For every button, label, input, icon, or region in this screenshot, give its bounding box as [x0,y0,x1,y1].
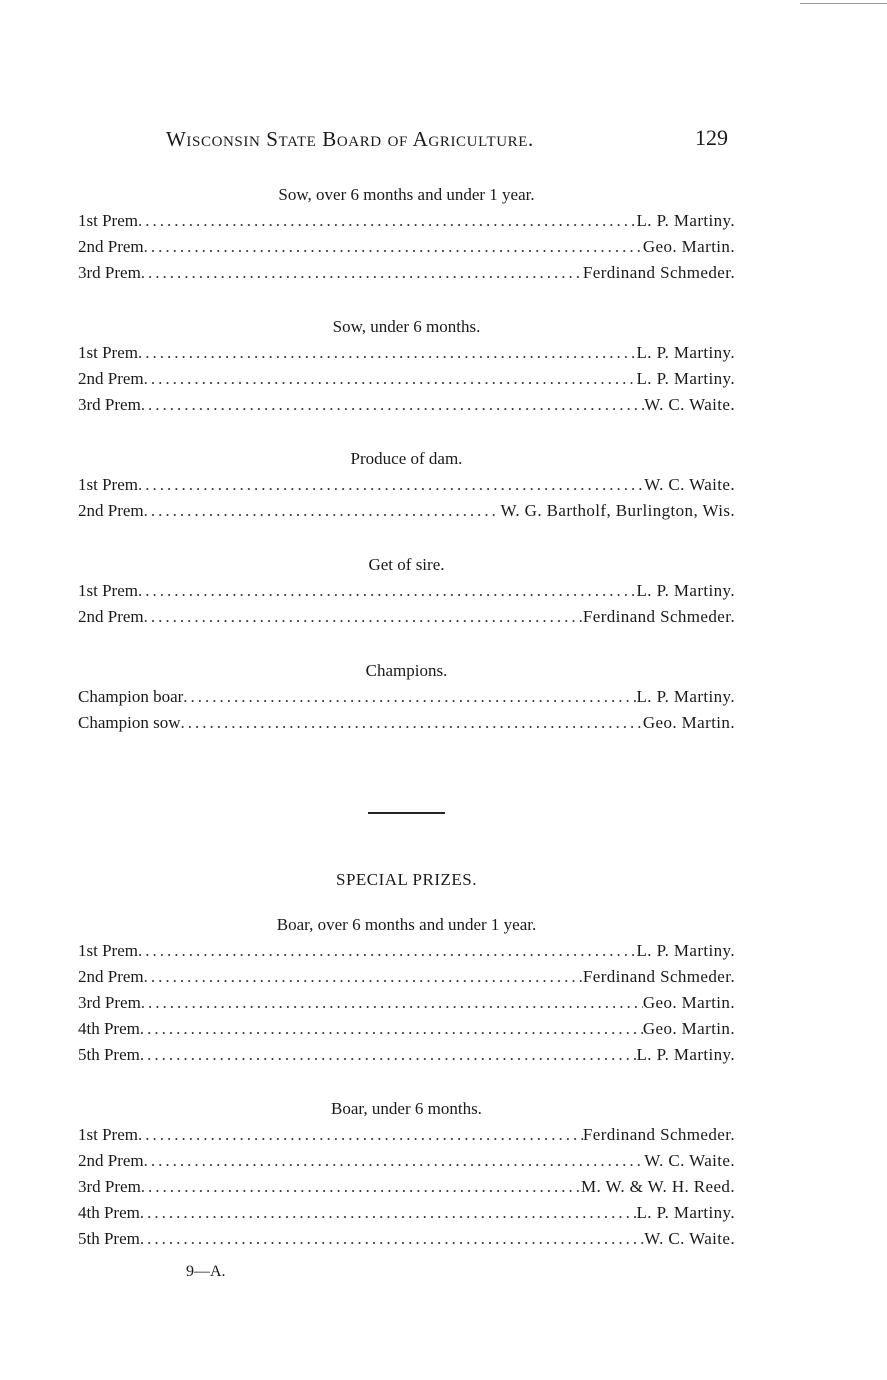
premium-row [78,1148,735,1174]
group-spacer [78,524,735,552]
dot-leader [144,964,583,990]
winner-name: L. P. Martiny. [636,581,735,600]
winner-name: Geo. Martin. [642,713,735,732]
winner-name: Geo. Martin. [642,993,735,1012]
premium-label: 1st Prem [78,343,138,362]
dot-leader [138,1122,583,1148]
premium-row [78,604,735,630]
premium-label: 1st Prem [78,581,138,600]
winner-name: Geo. Martin. [642,1019,735,1038]
premium-row [78,684,735,710]
winner-name: W. G. Bartholf, Burlington, Wis. [500,501,735,520]
premium-label: 2nd Prem [78,607,144,626]
premium-row [78,938,735,964]
dot-leader [180,710,642,736]
group-spacer [78,418,735,446]
dot-leader [183,684,636,710]
premium-label: 4th Prem [78,1019,140,1038]
premium-label: 1st Prem [78,941,138,960]
class-heading: Boar, over 6 months and under 1 year. [276,915,537,934]
premium-row [78,392,735,418]
dot-leader [140,1016,643,1042]
premium-label: 2nd Prem [78,237,144,256]
dot-leader [138,208,637,234]
premium-label: 2nd Prem [78,1151,144,1170]
dot-leader [144,366,637,392]
winner-name: M. W. & W. H. Reed. [580,1177,735,1196]
special-prizes-title: SPECIAL PRIZES. [335,870,477,889]
dot-leader [144,234,643,260]
class-heading: Champions. [365,661,448,680]
winner-name: L. P. Martiny. [636,1203,735,1222]
section-divider-rule [368,812,445,814]
premium-label: 3rd Prem [78,993,141,1012]
premium-label: 5th Prem [78,1229,140,1248]
premium-label: Champion boar [78,687,184,706]
winner-name: W. C. Waite. [644,1151,735,1170]
premium-label: Champion sow [78,713,181,732]
dot-leader [138,578,637,604]
dot-leader [141,1174,581,1200]
premium-label: 3rd Prem [78,263,141,282]
class-heading: Get of sire. [368,555,445,574]
group-spacer [78,286,735,314]
dot-leader [138,472,644,498]
winner-name: Ferdinand Schmeder. [582,967,735,986]
page-header [160,125,730,155]
winner-name: W. C. Waite. [644,1229,735,1248]
page-edge-line [800,3,887,4]
premium-row [78,710,735,736]
running-title: Wisconsin State Board of Agriculture. [166,127,534,151]
winner-name: Geo. Martin. [642,237,735,256]
premium-label: 3rd Prem [78,1177,141,1196]
premium-label: 5th Prem [78,1045,140,1064]
class-heading: Produce of dam. [350,449,463,468]
dot-leader [141,990,643,1016]
premium-row [78,208,735,234]
premium-row [78,578,735,604]
premium-list-regular [78,182,735,736]
premium-label: 2nd Prem [78,369,144,388]
premium-row [78,260,735,286]
premium-row [78,1226,735,1252]
premium-label: 1st Prem [78,475,138,494]
dot-leader [141,392,644,418]
premium-label: 1st Prem [78,1125,138,1144]
dot-leader [140,1042,637,1068]
winner-name: Ferdinand Schmeder. [582,607,735,626]
group-spacer [78,1068,735,1096]
premium-row [78,1016,735,1042]
premium-row [78,1122,735,1148]
premium-row [78,1174,735,1200]
premium-row [78,1042,735,1068]
winner-name: Ferdinand Schmeder. [582,263,735,282]
winner-name: L. P. Martiny. [636,1045,735,1064]
premium-label: 4th Prem [78,1203,140,1222]
class-heading: Sow, over 6 months and under 1 year. [278,185,535,204]
dot-leader [138,938,637,964]
premium-row [78,366,735,392]
winner-name: Ferdinand Schmeder. [582,1125,735,1144]
premium-label: 2nd Prem [78,501,144,520]
dot-leader [140,1226,644,1252]
dot-leader [144,604,583,630]
dot-leader [144,1148,645,1174]
class-heading: Boar, under 6 months. [331,1099,482,1118]
winner-name: L. P. Martiny. [636,343,735,362]
page-number: 129 [695,125,728,150]
class-heading: Sow, under 6 months. [332,317,481,336]
winner-name: L. P. Martiny. [636,687,735,706]
winner-name: L. P. Martiny. [636,369,735,388]
premium-label: 2nd Prem [78,967,144,986]
dot-leader [144,498,501,524]
signature-mark: 9—A. [186,1263,226,1280]
winner-name: L. P. Martiny. [636,211,735,230]
premium-list-special [78,912,735,1252]
premium-row [78,472,735,498]
winner-name: W. C. Waite. [644,395,735,414]
premium-row [78,990,735,1016]
group-spacer [78,630,735,658]
premium-row [78,1200,735,1226]
dot-leader [141,260,583,286]
winner-name: L. P. Martiny. [636,941,735,960]
dot-leader [140,1200,637,1226]
premium-row [78,498,735,524]
premium-row [78,234,735,260]
premium-label: 3rd Prem [78,395,141,414]
premium-row [78,964,735,990]
premium-label: 1st Prem [78,211,138,230]
premium-row [78,340,735,366]
winner-name: W. C. Waite. [644,475,735,494]
dot-leader [138,340,637,366]
